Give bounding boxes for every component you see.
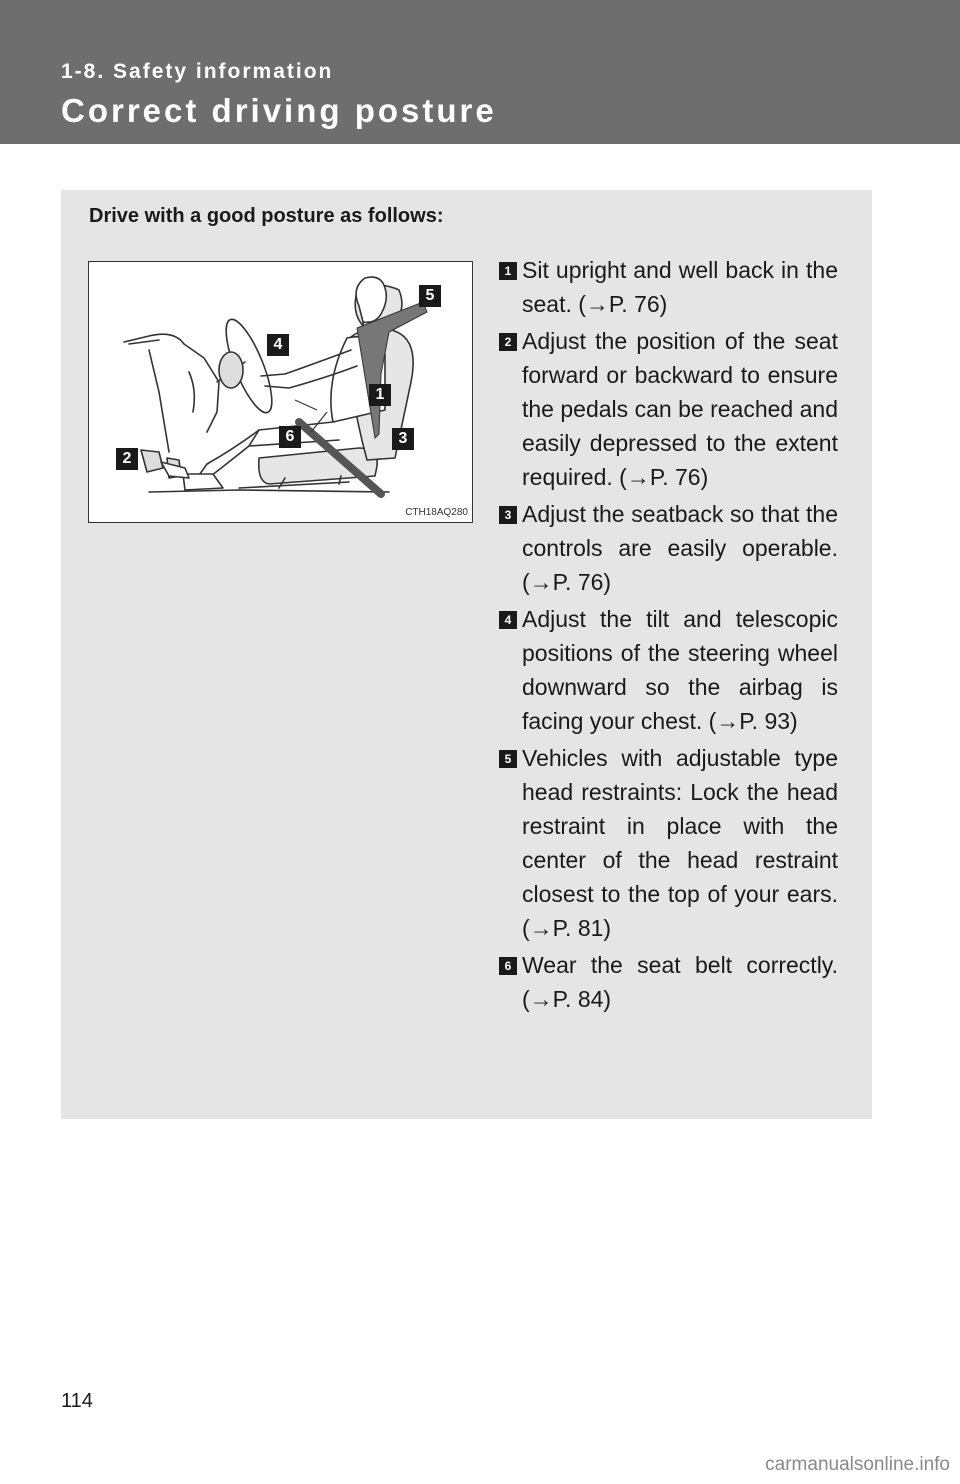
intro-text: Drive with a good posture as follows: [89, 205, 444, 227]
step-number-badge: 6 [499, 957, 517, 975]
step-item [499, 741, 838, 945]
step-item [499, 253, 838, 321]
step-item [499, 948, 838, 1016]
callout-6: 6 [279, 426, 301, 448]
watermark-text: carmanualsonline.info [765, 1454, 950, 1475]
step-item [499, 497, 838, 599]
callout-3: 3 [392, 428, 414, 450]
step-text: Adjust the seatback so that the controls are easily operable. (→P. 76) [522, 501, 838, 595]
step-text: Adjust the tilt and telescopic positions of the steering wheel downward so the airbag is facing your chest. (→P. 93) [522, 606, 838, 734]
step-number-badge: 4 [499, 611, 517, 629]
step-item [499, 602, 838, 738]
posture-steps [499, 253, 838, 1019]
step-number-badge: 2 [499, 333, 517, 351]
page-number: 114 [61, 1390, 93, 1412]
step-text: Adjust the position of the seat forward or backward to ensure the pedals can be reached and easily depressed to the extent required. (→P. 76) [522, 328, 838, 490]
callout-5: 5 [419, 285, 441, 307]
step-item [499, 324, 838, 494]
step-text: Vehicles with adjustable type head restraints: Lock the head restraint in place with the center of the head restraint closest to the top of your ears. (→P. 81) [522, 745, 838, 941]
driver-seat-drawing [89, 262, 473, 523]
callout-4: 4 [267, 334, 289, 356]
step-number-badge: 5 [499, 750, 517, 768]
step-text: Sit upright and well back in the seat. (→P. 76) [522, 257, 838, 317]
section-label: 1-8. Safety information [61, 60, 334, 83]
step-number-badge: 3 [499, 506, 517, 524]
callout-2: 2 [116, 448, 138, 470]
step-number-badge: 1 [499, 262, 517, 280]
page-header [0, 0, 960, 144]
figure-code: CTH18AQ280 [405, 507, 468, 518]
page-title: Correct driving posture [61, 92, 497, 129]
step-text: Wear the seat belt correctly. (→P. 84) [522, 952, 838, 1012]
posture-illustration [88, 261, 473, 523]
callout-1: 1 [369, 384, 391, 406]
